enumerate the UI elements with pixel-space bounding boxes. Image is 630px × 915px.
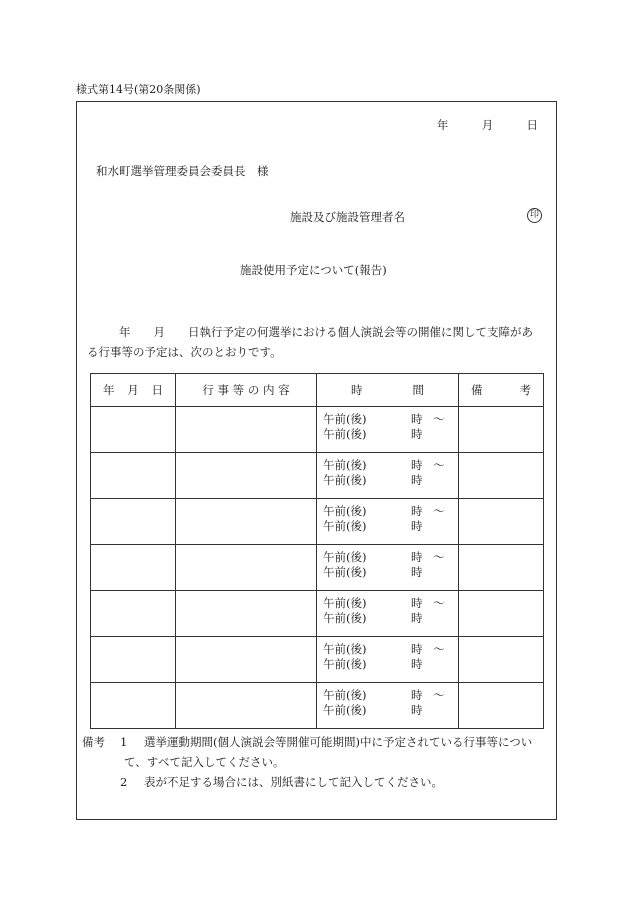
hour-label: 時 (411, 596, 423, 610)
ampm-label: 午前(後) (323, 412, 367, 426)
content-cell[interactable] (176, 407, 317, 453)
remark-number: 1 (120, 735, 128, 749)
tilde-label: ～ (433, 688, 445, 702)
date-year-label: 年 (436, 118, 449, 132)
tilde-label: ～ (433, 458, 445, 472)
ampm-label: 午前(後) (323, 427, 367, 441)
tilde-label: ～ (433, 412, 445, 426)
time-cell[interactable] (317, 407, 459, 453)
date-cell[interactable] (91, 545, 176, 591)
remarks-cell[interactable] (459, 683, 544, 729)
addressee: 和水町選挙管理委員会委員長 様 (96, 164, 269, 178)
header-time-kan: 間 (412, 383, 424, 397)
remarks-cell[interactable] (459, 499, 544, 545)
ampm-label: 午前(後) (323, 596, 367, 610)
hour-label: 時 (411, 519, 423, 533)
time-cell[interactable] (317, 683, 459, 729)
date-cell[interactable] (91, 499, 176, 545)
remarks-cell[interactable] (459, 637, 544, 683)
table-row (91, 591, 544, 637)
hour-label: 時 (411, 458, 423, 472)
hour-label: 時 (411, 550, 423, 564)
remarks-section (82, 732, 548, 792)
body-paragraph (87, 322, 549, 362)
hour-label: 時 (411, 611, 423, 625)
content-cell[interactable] (176, 591, 317, 637)
hour-label: 時 (411, 657, 423, 671)
ampm-label: 午前(後) (323, 657, 367, 671)
hour-label: 時 (411, 688, 423, 702)
ampm-label: 午前(後) (323, 611, 367, 625)
ampm-label: 午前(後) (323, 504, 367, 518)
tilde-label: ～ (433, 642, 445, 656)
table-row (91, 499, 544, 545)
header-content: 行 事 等 の 内 容 (176, 374, 317, 407)
remarks-cell[interactable] (459, 545, 544, 591)
date-line (437, 120, 538, 132)
content-cell[interactable] (176, 453, 317, 499)
ampm-label: 午前(後) (323, 550, 367, 564)
time-cell[interactable] (317, 637, 459, 683)
content-cell[interactable] (176, 545, 317, 591)
date-cell[interactable] (91, 683, 176, 729)
tilde-label: ～ (433, 504, 445, 518)
document-title: 施設使用予定について(報告) (240, 263, 387, 277)
date-cell[interactable] (91, 407, 176, 453)
tilde-label: ～ (433, 550, 445, 564)
table-header-row (91, 374, 544, 407)
remarks-cell[interactable] (459, 453, 544, 499)
body-line-1: 年 月 日執行予定の何選挙における個人演説会等の開催に関して支障があ (119, 325, 533, 339)
table-row (91, 407, 544, 453)
header-date-month: 月 (127, 383, 139, 397)
header-time (317, 374, 459, 407)
date-month-label: 月 (481, 118, 494, 132)
content-cell[interactable] (176, 637, 317, 683)
time-cell[interactable] (317, 499, 459, 545)
table-row (91, 453, 544, 499)
form-number-label: 様式第14号(第20条関係) (76, 83, 201, 96)
remark-number: 2 (120, 775, 128, 789)
hour-label: 時 (411, 473, 423, 487)
hour-label: 時 (411, 504, 423, 518)
ampm-label: 午前(後) (323, 642, 367, 656)
date-day-label: 日 (526, 118, 538, 132)
ampm-label: 午前(後) (323, 458, 367, 472)
header-time-ji: 時 (351, 383, 363, 397)
hour-label: 時 (411, 565, 423, 579)
header-remarks-bi: 備 (471, 383, 483, 397)
tilde-label: ～ (433, 596, 445, 610)
ampm-label: 午前(後) (323, 519, 367, 533)
content-cell[interactable] (176, 683, 317, 729)
remarks-label: 備考 (82, 735, 105, 749)
hour-label: 時 (411, 427, 423, 441)
ampm-label: 午前(後) (323, 703, 367, 717)
remarks-cell[interactable] (459, 407, 544, 453)
hour-label: 時 (411, 412, 423, 426)
time-cell[interactable] (317, 453, 459, 499)
seal-icon: 印 (527, 208, 542, 223)
header-remarks-kou: 考 (519, 383, 531, 397)
remark-continuation: て、すべて記入してください。 (124, 755, 285, 769)
header-date-day: 日 (151, 383, 163, 397)
date-cell[interactable] (91, 591, 176, 637)
hour-label: 時 (411, 703, 423, 717)
body-line-2: る行事等の予定は、次のとおりです。 (87, 345, 282, 359)
time-cell[interactable] (317, 545, 459, 591)
header-date-year: 年 (103, 383, 115, 397)
ampm-label: 午前(後) (323, 565, 367, 579)
ampm-label: 午前(後) (323, 473, 367, 487)
remark-text: 選挙運動期間(個人演説会等開催可能期間)中に予定されている行事等につい (144, 735, 533, 749)
facility-manager-label: 施設及び施設管理者名 (290, 210, 405, 224)
time-cell[interactable] (317, 591, 459, 637)
content-cell[interactable] (176, 499, 317, 545)
remark-text: 表が不足する場合には、別紙書にして記入してください。 (144, 775, 443, 789)
ampm-label: 午前(後) (323, 688, 367, 702)
table-row (91, 545, 544, 591)
hour-label: 時 (411, 642, 423, 656)
table-row (91, 637, 544, 683)
date-cell[interactable] (91, 637, 176, 683)
header-remarks (459, 374, 544, 407)
header-date (91, 374, 176, 407)
remarks-cell[interactable] (459, 591, 544, 637)
schedule-table (90, 373, 544, 729)
date-cell[interactable] (91, 453, 176, 499)
table-row (91, 683, 544, 729)
